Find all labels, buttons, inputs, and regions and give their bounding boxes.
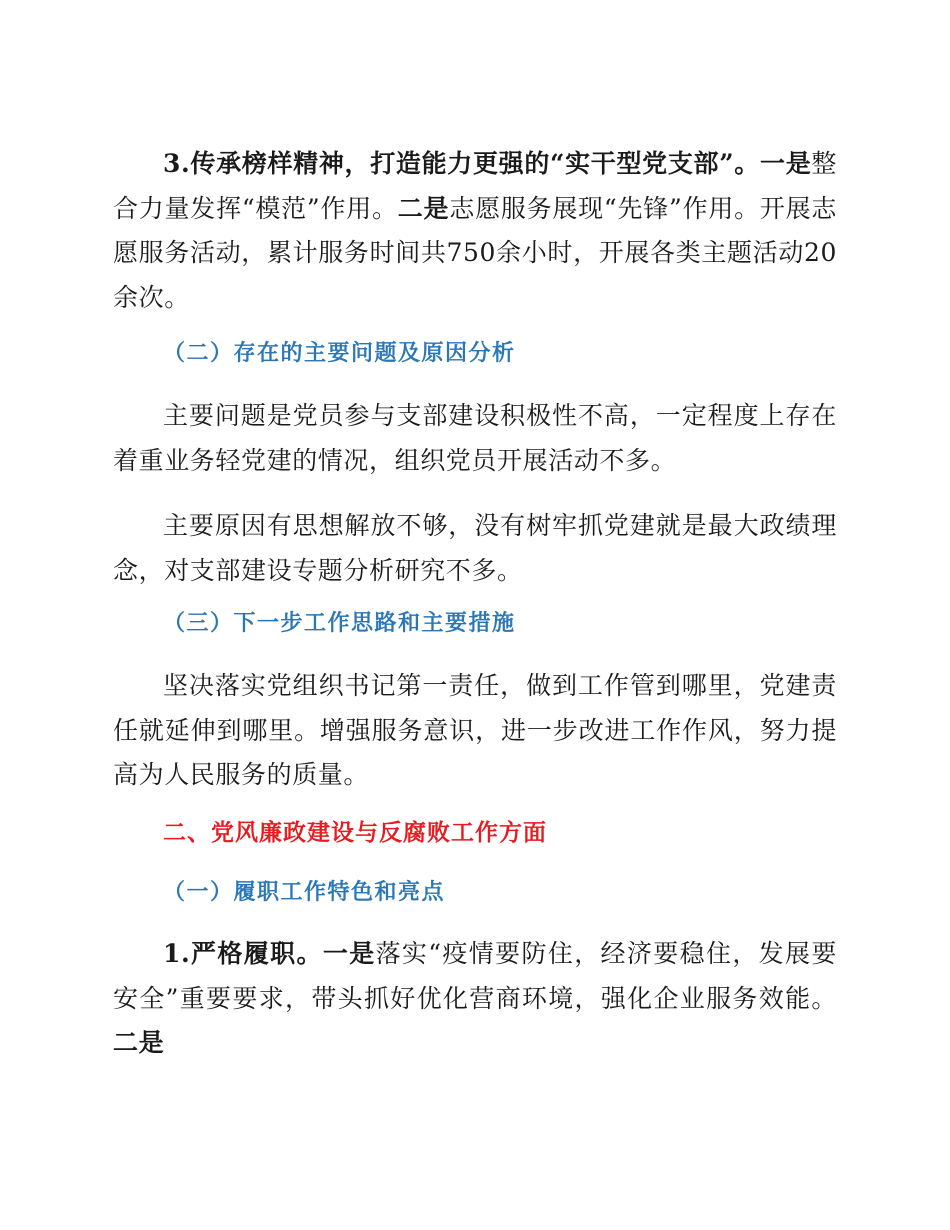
chapter-heading-anti-corruption: 二、党风廉政建设与反腐败工作方面 xyxy=(163,820,547,846)
paragraph-measures: 坚决落实党组织书记第一责任，做到工作管到哪里，党建责任就延伸到哪里。增强服务意识，进一步改进工作作风，努力提高为人民服务的质量。 xyxy=(113,671,837,789)
paragraph-strict-duty xyxy=(113,932,837,1066)
paragraph-lead-second: 二是 xyxy=(113,1028,165,1057)
section-heading-highlights: （一）履职工作特色和亮点 xyxy=(163,879,446,905)
paragraph-title: 3.传承榜样精神，打造能力更强的“实干型党支部”。 xyxy=(163,149,760,178)
paragraph-lead-first: 一是 xyxy=(760,149,812,178)
paragraph-text: 落实“疫情要防住，经济要稳住，发展要安全”重要要求，带头抓好优化营商环境，强化企业服务效能。 xyxy=(113,939,837,1013)
paragraph-text: 志愿服务展现“先锋”作用。开展志愿服务活动，累计服务时间共750余小时，开展各类主题活动20余次。 xyxy=(113,193,838,312)
paragraph-title: 1.严格履职。 xyxy=(163,939,323,968)
section-heading-next-steps: （三）下一步工作思路和主要措施 xyxy=(163,610,516,636)
paragraph-lead-second: 二是 xyxy=(397,193,450,223)
paragraph-text: 整合力量发挥“模范”作用。 xyxy=(113,149,837,223)
paragraph-lead-first: 一是 xyxy=(322,939,376,968)
paragraph-main-problems: 主要问题是党员参与支部建设积极性不高，一定程度上存在着重业务轻党建的情况，组织党员开展活动不多。 xyxy=(113,401,837,475)
section-heading-problems: （二）存在的主要问题及原因分析 xyxy=(163,340,516,366)
paragraph-party-branch xyxy=(113,142,837,320)
paragraph-main-causes: 主要原因有思想解放不够，没有树牢抓党建就是最大政绩理念，对支部建设专题分析研究不多。 xyxy=(113,511,837,585)
